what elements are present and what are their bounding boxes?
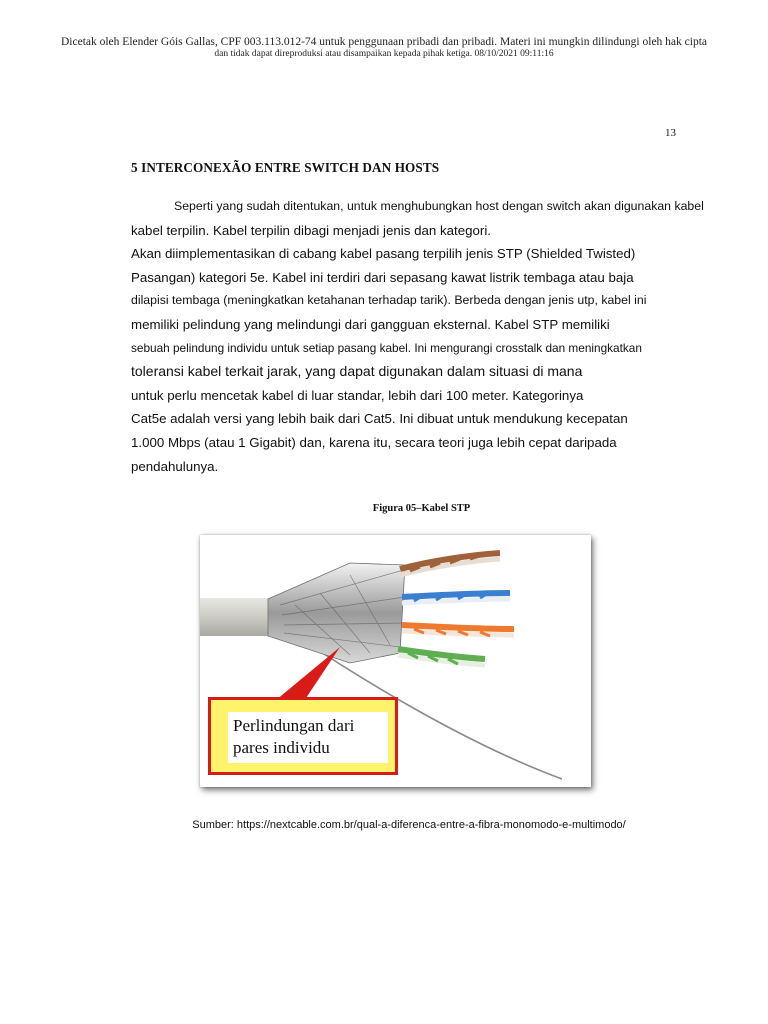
callout-label-area xyxy=(228,712,388,763)
wire-pair-blue xyxy=(402,592,510,603)
page-number: 13 xyxy=(665,127,676,139)
callout-box xyxy=(208,697,398,775)
wire-pair-green xyxy=(398,649,485,665)
callout-line-2: pares individu xyxy=(233,738,330,757)
paragraph-line: Pasangan) kategori 5e. Kabel ini terdiri dari sepasang kawat listrik tembaga atau baja xyxy=(131,269,634,285)
paragraph-line: sebuah pelindung individu untuk setiap pasang kabel. Ini mengurangi crosstalk dan meningkatkan xyxy=(131,340,642,355)
watermark-line-1: Dicetak oleh Elender Góis Gallas, CPF 003.113.012-74 untuk penggunaan pribadi dan pribadi. Materi ini mungkin dilindungi oleh hak cipta xyxy=(60,36,707,48)
paragraph-line: toleransi kabel terkait jarak, yang dapat digunakan dalam situasi di mana xyxy=(131,363,583,380)
paragraph-line: 1.000 Mbps (atau 1 Gigabit) dan, karena itu, secara teori juga lebih cepat daripada xyxy=(131,434,617,450)
callout-text xyxy=(233,715,354,759)
wire-pair-brown xyxy=(400,553,500,575)
paragraph-line: Cat5e adalah versi yang lebih baik dari Cat5. Ini dibuat untuk mendukung kecepatan xyxy=(131,411,628,427)
wire-pair-orange xyxy=(402,625,514,636)
paragraph-line: memiliki pelindung yang melindungi dari gangguan eksternal. Kabel STP memiliki xyxy=(131,316,610,332)
cable-jacket xyxy=(200,598,270,636)
paragraph-line: kabel terpilin. Kabel terpilin dibagi menjadi jenis dan kategori. xyxy=(131,222,491,238)
callout-line-1: Perlindungan dari xyxy=(233,716,355,735)
watermark-line-2: dan tidak dapat direproduksi atau disampaikan kepada pihak ketiga. 08/10/2021 09:11:16 xyxy=(214,49,554,59)
figure-caption: Figura 05–Kabel STP xyxy=(372,503,471,514)
body-paragraph xyxy=(131,195,731,478)
stp-cable-figure xyxy=(200,535,591,787)
figure-source: Sumber: https://nextcable.com.br/qual-a-diferenca-entre-a-fibra-monomodo-e-multimodo/ xyxy=(192,819,626,831)
paragraph-line: dilapisi tembaga (meningkatkan ketahanan terhadap tarik). Berbeda dengan jenis utp, kabel ini xyxy=(131,293,647,308)
paragraph-line: pendahulunya. xyxy=(131,458,219,474)
section-heading: 5 INTERCONEXÃO ENTRE SWITCH DAN HOSTS xyxy=(131,160,440,175)
paragraph-line: Akan diimplementasikan di cabang kabel pasang terpilih jenis STP (Shielded Twisted) xyxy=(131,246,636,262)
paragraph-line: Seperti yang sudah ditentukan, untuk menghubungkan host dengan switch akan digunakan kabel xyxy=(174,199,704,213)
print-watermark xyxy=(0,36,768,60)
paragraph-line: untuk perlu mencetak kabel di luar standar, lebih dari 100 meter. Kategorinya xyxy=(131,387,584,403)
